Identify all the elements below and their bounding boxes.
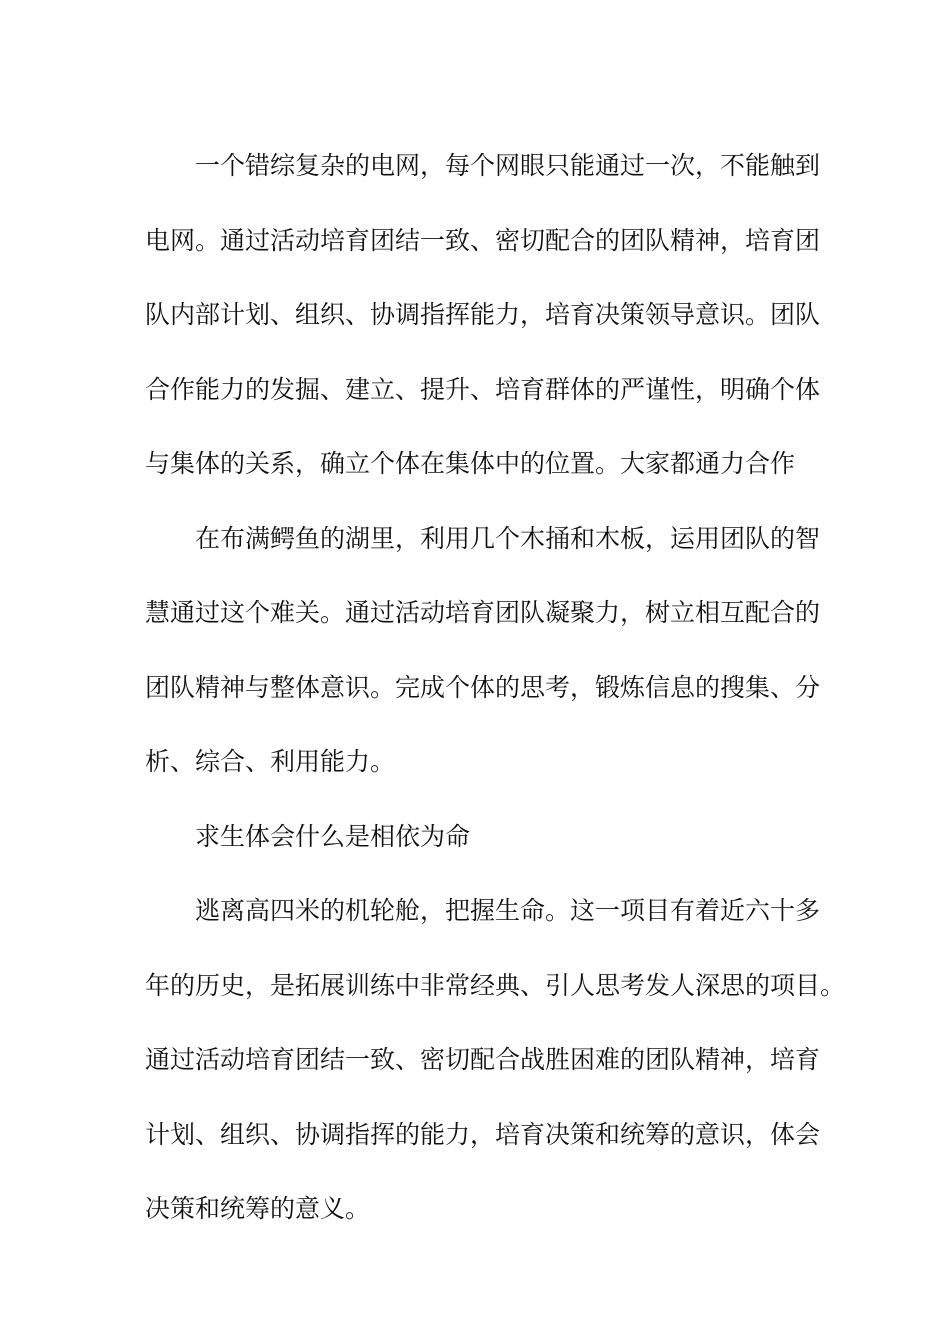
text-line: 队内部计划、组织、协调指挥能力，培育决策领导意识。团队 (145, 300, 821, 329)
text-line: 年的历史，是拓展训练中非常经典、引人思考发人深思的项目。 (145, 970, 846, 1000)
text-line: 计划、组织、协调指挥的能力，培育决策和统筹的意识，体会 (145, 1119, 821, 1149)
text-line: 析、综合、利用能力。 (145, 747, 396, 776)
text-line: 合作能力的发掘、建立、提升、培育群体的严谨性，明确个体 (145, 374, 821, 404)
text-line: 在布满鳄鱼的湖里，利用几个木捅和木板，运用团队的智 (195, 523, 821, 553)
text-line: 电网。通过活动培育团结一致、密切配合的团队精神，培育团 (145, 225, 821, 255)
text-line: 一个错综复杂的电网，每个网眼只能通过一次，不能触到 (195, 151, 821, 180)
text-line: 通过活动培育团结一致、密切配合战胜困难的团队精神，培育 (145, 1045, 821, 1074)
text-line: 慧通过这个难关。通过活动培育团队凝聚力，树立相互配合的 (145, 598, 821, 627)
text-line: 与集体的关系，确立个体在集体中的位置。大家都通力合作 (145, 449, 796, 478)
text-line: 团队精神与整体意识。完成个体的思考，锻炼信息的搜集、分 (145, 672, 821, 702)
text-line: 决策和统筹的意义。 (145, 1194, 371, 1223)
section-heading: 求生体会什么是相依为命 (195, 821, 471, 851)
body-text (145, 129, 846, 1247)
text-line: 逃离高四米的机轮舱，把握生命。这一项目有着近六十多 (195, 896, 821, 925)
